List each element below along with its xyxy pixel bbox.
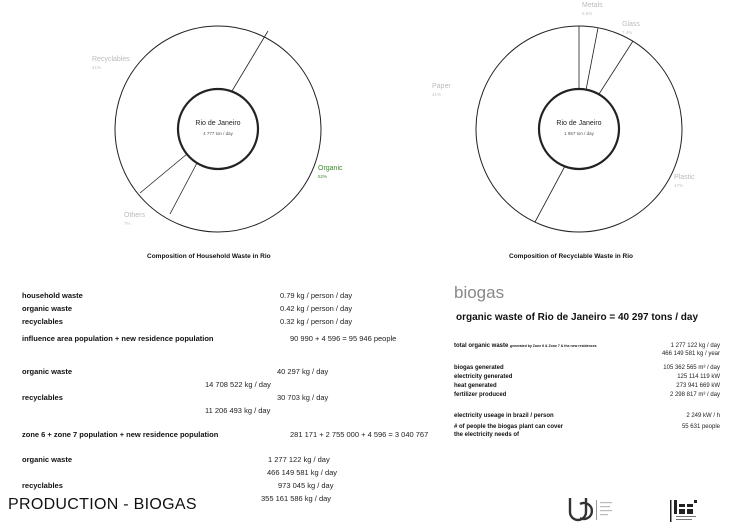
organic-waste-per-person-value: 0.42 kg / person / day <box>280 304 353 313</box>
institute-logo-icon <box>668 498 724 526</box>
electricity-generated-value: 125 114 119 kW <box>677 374 720 380</box>
chart1-caption: Composition of Household Waste in Rio <box>147 253 271 260</box>
zone-organic-waste-value: 1 277 122 kg / day <box>268 455 330 464</box>
chart2-divider-plastic-paper <box>535 166 565 222</box>
household-waste-label: household waste <box>22 291 83 300</box>
total-organic-waste-value: 1 277 122 kg / day <box>670 343 720 349</box>
electricity-usage-label: electricity useage in brazil / person <box>454 413 554 419</box>
total-organic-waste-note: generated by Zone 6 & Zone 7 & the new residences <box>510 344 597 348</box>
biogas-headline: organic waste of Rio de Janeiro = 40 297 tons / day <box>456 312 699 323</box>
fertilizer-produced-value: 2 298 817 m³ / day <box>669 392 720 398</box>
total-organic-waste-label: total organic waste generated by Zone 6 & Zone 7 & the new residences <box>454 343 597 349</box>
biogas-title: biogas <box>454 283 505 302</box>
influence-population-label: influence area population + new residence population <box>22 334 214 343</box>
zone-recyclables-label: recyclables <box>22 481 63 490</box>
biogas-generated-value: 105 362 565 m³ / day <box>663 365 720 371</box>
page-footer-title: PRODUCTION - BIOGAS <box>8 496 197 513</box>
chart2-caption: Composition of Recyclable Waste in Rio <box>509 253 633 260</box>
heat-generated-label: heat generated <box>454 383 497 389</box>
chart1-divider-recyclables-organic <box>232 31 268 91</box>
electricity-generated-label: electricity generated <box>454 374 513 380</box>
fertilizer-produced-label: fertilizer produced <box>454 392 507 398</box>
zone-organic-waste-label: organic waste <box>22 455 73 464</box>
zone-organic-waste-value2: 466 149 581 kg / day <box>267 468 338 477</box>
biogas-generated-label: biogas generated <box>454 365 504 371</box>
chart2-divider-metals-start <box>586 28 598 90</box>
chart2-divider-metals-glass <box>599 41 633 94</box>
influence-recyclables-value2: 11 206 493 kg / day <box>205 406 271 415</box>
chart1-label-organic: Organic 52% <box>318 165 343 179</box>
chart2-inner-ring <box>539 89 619 169</box>
recyclables-per-person-label: recyclables <box>22 317 63 326</box>
total-organic-waste-value2: 466 149 581 kg / year <box>661 351 720 357</box>
chart2-label-plastic: Plastic 47% <box>674 174 695 188</box>
heat-generated-value: 273 941 669 kW <box>676 383 720 389</box>
university-logo-icon <box>566 494 614 526</box>
electricity-usage-value: 2 249 kW / h <box>686 413 720 419</box>
influence-recyclables-value: 30 703 kg / day <box>277 393 329 402</box>
chart1-label-recyclables: Recyclables 41% <box>92 56 130 70</box>
chart1-label-others: Others 7% <box>124 212 146 226</box>
organic-waste-per-person-label: organic waste <box>22 304 73 313</box>
chart2-center-title: Rio de Janeiro <box>556 120 602 127</box>
influence-organic-waste-label: organic waste <box>22 367 73 376</box>
household-waste-value: 0.79 kg / person / day <box>280 291 353 300</box>
chart1-center-title: Rio de Janeiro <box>195 120 241 127</box>
chart1-center-subtitle: 4 777 ton / day <box>203 131 233 136</box>
chart2-label-metals: Metals 6.5% <box>582 2 603 16</box>
people-covered-label: # of people the biogas plant can cover <box>454 424 564 430</box>
influence-organic-waste-value2: 14 708 522 kg / day <box>205 380 271 389</box>
chart1-divider-organic-others <box>170 163 197 214</box>
chart1-divider-others-recyclables <box>140 154 187 193</box>
chart2-label-glass: Glass 7.4% <box>622 21 640 35</box>
influence-population-value: 90 990 + 4 596 = 95 946 people <box>290 334 397 343</box>
influence-recyclables-label: recyclables <box>22 393 63 402</box>
zone-population-label: zone 6 + zone 7 population + new residence population <box>22 430 219 439</box>
influence-organic-waste-value: 40 297 kg / day <box>277 367 329 376</box>
zone-population-value: 281 171 + 2 755 000 + 4 596 = 3 040 767 <box>290 430 429 439</box>
zone-recyclables-value: 973 045 kg / day <box>278 481 334 490</box>
zone-recyclables-value2: 355 161 586 kg / day <box>261 494 332 503</box>
chart1-inner-ring <box>178 89 258 169</box>
people-covered-label2: the electricity needs of <box>454 432 520 438</box>
chart2-label-paper: Paper 41% <box>432 83 451 97</box>
recyclables-per-person-value: 0.32 kg / person / day <box>280 317 353 326</box>
people-covered-value: 55 631 people <box>681 424 720 430</box>
chart2-center-subtitle: 1 957 ton / day <box>564 131 594 136</box>
